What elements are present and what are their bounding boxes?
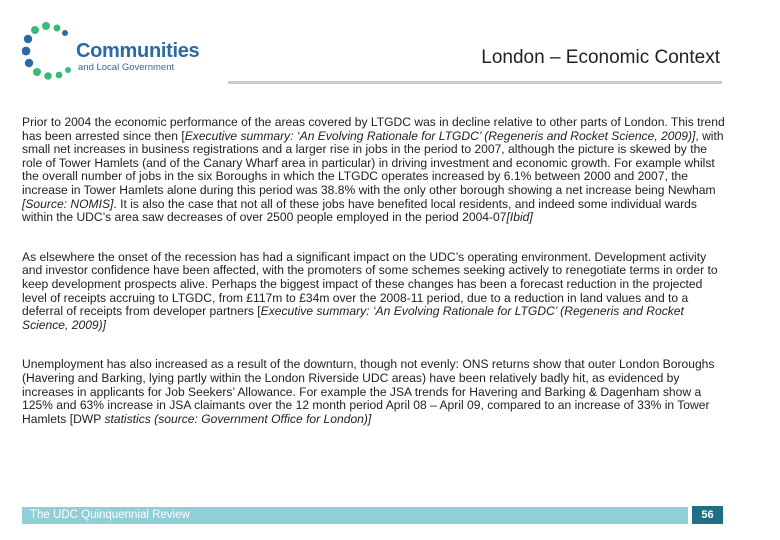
page-number: 56: [692, 506, 723, 524]
page-title: London – Economic Context: [481, 47, 720, 68]
footer-bar: [22, 507, 688, 524]
footer-text: The UDC Quinquennial Review: [30, 509, 190, 521]
logo-wordmark: Communities: [76, 40, 200, 62]
body-text: [22, 116, 725, 452]
paragraph-unemployment: Unemployment has also increased as a result of the downturn, though not evenly: ONS returns show that outer London Boroughs (Havering and Barking, lying partly within the London Riverside UDC areas) have been relatively badly hit, as evidenced by increases in applicants for Job Seekers’ Allowance. For example the JSA trends for Havering and Barking & Dagenham show a 125% and 63% increase in JSA claimants over the 12 month period April 08 – April 09, compared to an increase of 33% in Tower Hamlets [DWP statistics (source: Government Office for London)]: [22, 357, 715, 426]
logo-dots-icon: [22, 20, 78, 84]
logo-subtext: and Local Government: [78, 62, 175, 73]
communities-logo: [22, 20, 212, 84]
paragraph-recession-impact: As elsewhere the onset of the recession has had a significant impact on the UDC’s operating environment. Development activity and investor confidence have been affected, with the promoters of some schemes seeking actively to renegotiate terms in order to keep development prospects alive. Perhaps the biggest impact of these changes has been a forecast reduction in the projected level of receipts accruing to LTGDC, from £117m to £34m over the 2008-11 period, due to a reduction in land values and to a deferral of receipts from developer partners [Executive summary: ‘An Evolving Rationale for LTGDC’ (Regeneris and Rocket Science, 2009)]: [22, 249, 718, 332]
paragraph-economic-performance: Prior to 2004 the economic performance of the areas covered by LTGDC was in decline relative to other parts of London. This trend has been arrested since then [Executive summary: ‘An Evolving Rationale for LTGDC’ (Regeneris and Rocket Science, 2009)], with small net increases in business registrations and a larger rise in jobs in the period to 2007, although the picture is skewed by the role of Tower Hamlets (and of the Canary Wharf area in particular) in driving investment and economic growth. For example whilst the overall number of jobs in the six Boroughs in which the LTGDC operates increased by 6.1% between 2000 and 2007, the increase in Tower Hamlets alone during this period was 38.8% with the only other borough showing a net increase being Newham [Source: NOMIS]. It is also the case that not all of these jobs have benefited local residents, and indeed some individual wards within the UDC’s area saw decreases of over 2500 people employed in the period 2004-07[Ibid]: [22, 115, 725, 225]
title-divider: [228, 81, 722, 84]
